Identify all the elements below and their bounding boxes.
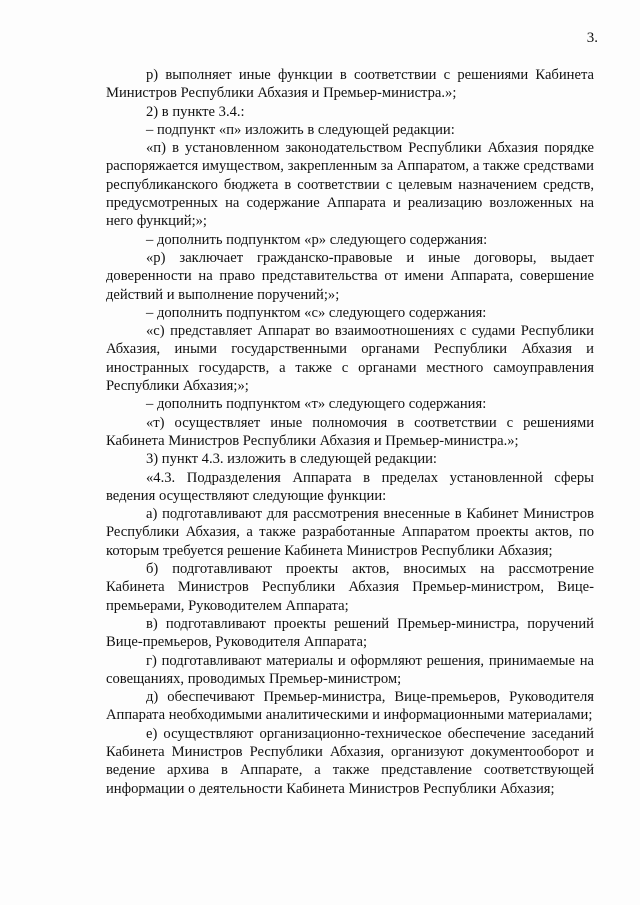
paragraph: «п) в установленном законодательством Республики Абхазия порядке распоряжается имуществом, закрепленным за Аппаратом, а также средствами республиканского бюджета в соответствии с целевым назначением средств, предусмотренных на содержание Аппарата и реализацию возложенных на него функций;»; [106, 140, 594, 230]
paragraph: б) подготавливают проекты актов, вносимых на рассмотрение Кабинета Министров Республики Абхазия Премьер-министром, Вице-премьерами, Руководителем Аппарата; [106, 561, 594, 614]
paragraph: р) выполняет иные функции в соответствии с решениями Кабинета Министров Республики Абхазия и Премьер-министра.»; [106, 67, 594, 102]
paragraph: е) осуществляют организационно-техническое обеспечение заседаний Кабинета Министров Республики Абхазия, организуют документооборот и ведение архива в Аппарате, а также представление соответствующей информации о деятельности Кабинета Министров Республики Абхазия; [106, 725, 594, 797]
paragraph: г) подготавливают материалы и оформляют решения, принимаемые на совещаниях, проводимых Премьер-министром; [106, 652, 594, 687]
paragraph: – дополнить подпунктом «т» следующего содержания: [146, 396, 487, 413]
paragraph: 3) пункт 4.3. изложить в следующей редакции: [146, 451, 437, 468]
paragraph: «р) заключает гражданско-правовые и иные договоры, выдает доверенности на право представительства от имени Аппарата, совершение действий и выполнение поручений;»; [106, 249, 594, 303]
document-body [106, 66, 594, 798]
paragraph: – дополнить подпунктом «с» следующего содержания: [146, 304, 487, 321]
paragraph: – дополнить подпунктом «р» следующего содержания: [146, 231, 488, 248]
paragraph: в) подготавливают проекты решений Премьер-министра, поручений Вице-премьеров, Руководителя Аппарата; [106, 615, 594, 651]
paragraph: 2) в пункте 3.4.: [146, 103, 245, 120]
paragraph: – подпункт «п» изложить в следующей редакции: [146, 121, 455, 138]
page-number: 3. [586, 30, 598, 46]
paragraph: «т) осуществляет иные полномочия в соответствии с решениями Кабинета Министров Республики Абхазия и Премьер-министра.»; [106, 414, 594, 449]
paragraph: «с) представляет Аппарат во взаимоотношениях с судами Республики Абхазия, иными государственными органами Республики Абхазия и иностранных государств, а также с органами местного самоуправления Республики Абхазия;»; [106, 323, 594, 395]
paragraph: «4.3. Подразделения Аппарата в пределах установленной сферы ведения осуществляют следующие функции: [106, 469, 594, 504]
paragraph: д) обеспечивают Премьер-министра, Вице-премьеров, Руководителя Аппарата необходимыми аналитическими и информационными материалами; [106, 689, 594, 724]
paragraph: а) подготавливают для рассмотрения внесенные в Кабинет Министров Республики Абхазия, а также разработанные Аппаратом проекты актов, по которым требуется решение Кабинета Министров Республики Абхазия; [106, 506, 594, 559]
